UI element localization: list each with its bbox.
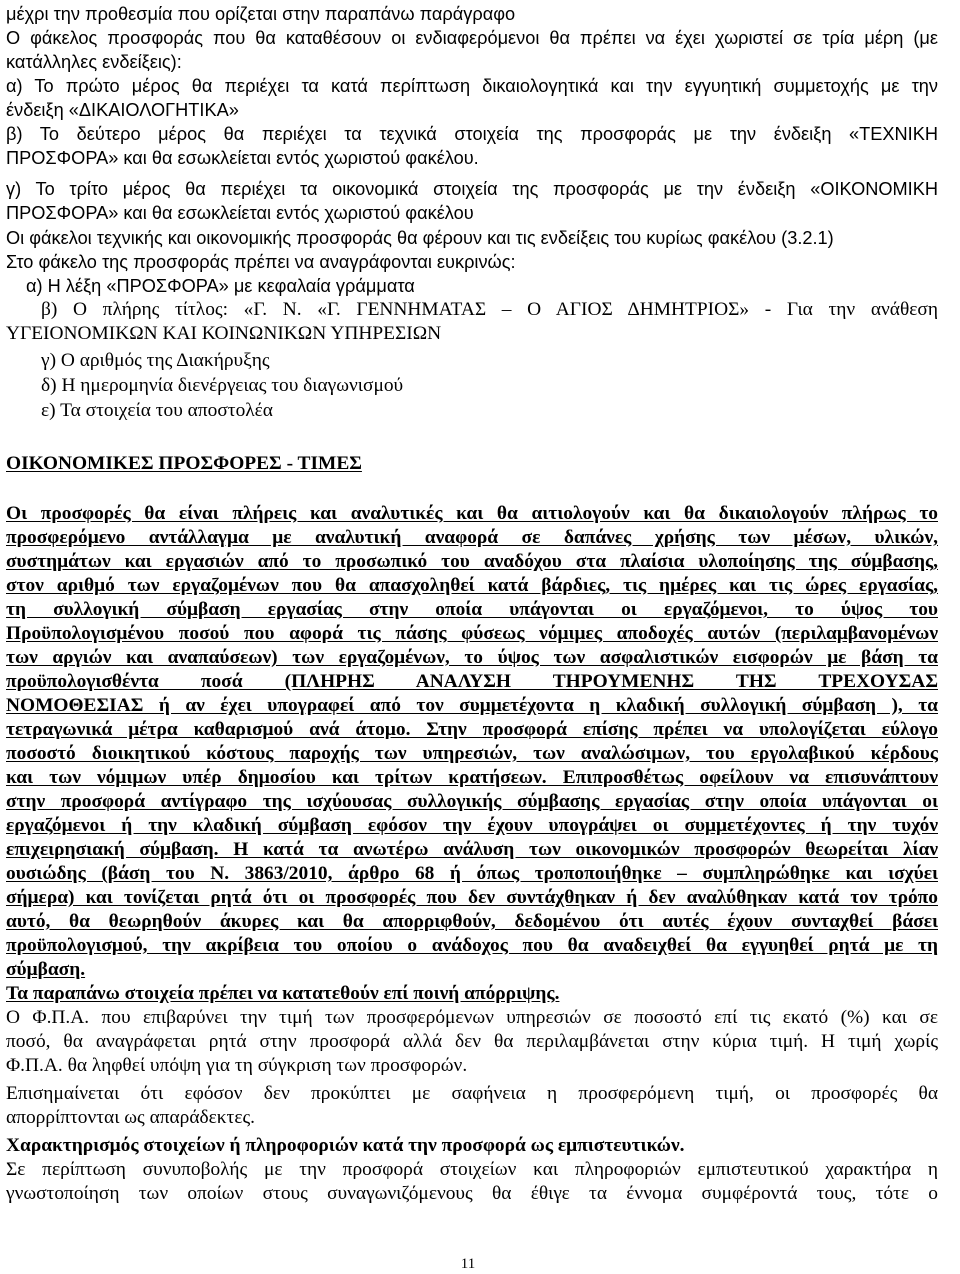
text-line: ποσό, θα αναγράφεται ρητά στην προσφορά αλλά δεν θα περιλαμβάνεται στην κύρια τιμή. Η τιμή χωρίς xyxy=(6,1031,938,1052)
text-line: Προϋπολογισμένου ποσού που αφορά τις πάσης φύσεως νόμιμες αποδοχές αυτών (περιλαμβανομένων xyxy=(6,623,938,644)
subsection-heading: Χαρακτηρισμός στοιχείων ή πληροφοριών κατά την προσφορά ως εμπιστευτικών. xyxy=(6,1135,685,1156)
text-line: των αργιών και αναπαύσεων) των εργαζομένων, το ύψος των ασφαλιστικών εισφορών με βάση τα xyxy=(6,647,938,668)
list-item: δ) Η ημερομηνία διενέργειας του διαγωνισμού xyxy=(41,375,404,396)
text-line: στον αριθμό των εργαζομένων που θα απασχοληθεί κατά βάρδιες, τις ημέρες και τις ώρες εργασίας, xyxy=(6,575,938,596)
text-line: προϋπολογισμού, την ακρίβεια του οποίου ο ανάδοχος που θα αναδειχθεί θα εγγυηθεί ρητά με τη xyxy=(6,935,938,956)
text-line: σήμερα) και τονίζεται ρητά ότι οι προσφορές που δεν συντάχθηκαν ή δεν αναλύθηκαν κατά τον τρόπο xyxy=(6,887,938,908)
text-line: β) Το δεύτερο μέρος θα περιέχει τα τεχνικά στοιχεία της προσφοράς με την ένδειξη «ΤΕΧΝΙΚΗ xyxy=(6,124,938,144)
text-line: τη συλλογική σύμβαση εργασίας στην οποία υπάγονται οι εργαζόμενοι, το ύψος του xyxy=(6,599,938,620)
text-line: Στο φάκελο της προσφοράς πρέπει να αναγράφονται ευκρινώς: xyxy=(6,252,516,272)
text-line: επιχειρησιακή σύμβαση. Η κατά τα ανωτέρω ανάλυση των οικονομικών προσφορών θεωρείται λίαν xyxy=(6,839,938,860)
list-item: γ) Ο αριθμός της Διακήρυξης xyxy=(41,350,270,371)
text-line: Οι προσφορές θα είναι πλήρεις και αναλυτικές και θα αιτιολογούν και θα δικαιολογούν πλήρως το xyxy=(6,503,938,524)
text-line: σύμβαση. xyxy=(6,959,86,980)
text-line: τετραγωνικά μέτρα καθαρισμού ανά άτομο. Στην προσφορά επίσης πρέπει να υπολογίζεται εύλογο xyxy=(6,719,938,740)
text-line: Επισημαίνεται ότι εφόσον δεν προκύπτει με σαφήνεια η προσφερόμενη τιμή, οι προσφορές θα xyxy=(6,1083,938,1104)
list-item: ΥΓΕΙΟΝΟΜΙΚΩΝ ΚΑΙ ΚΟΙΝΩΝΙΚΩΝ ΥΠΗΡΕΣΙΩΝ xyxy=(6,323,442,344)
list-item: β) Ο πλήρης τίτλος: «Γ. Ν. «Γ. ΓΕΝΝΗΜΑΤΑΣ – Ο ΑΓΙΟΣ ΔΗΜΗΤΡΙΟΣ» - Για την ανάθεση xyxy=(41,299,938,320)
text-line: Σε περίπτωση συνυποβολής με την προσφορά στοιχείων και πληροφοριών εμπιστευτικού χαρακτήρα η xyxy=(6,1159,938,1180)
list-item: α) Η λέξη «ΠΡΟΣΦΟΡΑ» με κεφαλαία γράμματα xyxy=(26,276,415,296)
text-line: ουσιώδης (βάση του Ν. 3863/2010, άρθρο 68 ή όπως τροποποιήθηκε – συμπληρώθηκε και ισχύει xyxy=(6,863,938,884)
text-line: στην προσφορά αντίγραφο της ισχύουσας συλλογικής σύμβασης εργασίας στην οποία υπάγονται οι xyxy=(6,791,938,812)
text-line: απορρίπτονται ως απαράδεκτες. xyxy=(6,1107,256,1128)
text-line: Φ.Π.Α. θα ληφθεί υπόψη για τη σύγκριση των προσφορών. xyxy=(6,1055,468,1076)
text-line: εργαζόμενοι ή την κλαδική σύμβαση εφόσον την έχουν υπογράψει οι συμμετέχοντες ή την τυχόν xyxy=(6,815,938,836)
text-line: προσφερόμενο αντάλλαγμα με αναλυτική αναφορά σε δαπάνες χρήσης των μέσων, υλικών, xyxy=(6,527,938,548)
list-item: ε) Τα στοιχεία του αποστολέα xyxy=(41,400,273,421)
text-line: κατάλληλες ενδείξεις): xyxy=(6,52,182,72)
text-line: και των νόμιμων υπέρ δημοσίου και τρίτων κρατήσεων. Επιπροσθέτως οφείλουν να επισυνάπτουν xyxy=(6,767,938,788)
text-line: γ) Το τρίτο μέρος θα περιέχει τα οικονομικά στοιχεία της προσφοράς με την ένδειξη «ΟΙΚΟΝΟΜΙΚΗ xyxy=(6,179,938,199)
section-heading: ΟΙΚΟΝΟΜΙΚΕΣ ΠΡΟΣΦΟΡΕΣ - ΤΙΜΕΣ xyxy=(6,453,362,474)
text-line: ΝΟΜΟΘΕΣΙΑΣ ή αν έχει υπογραφεί από τον συμμετέχοντα η κλαδική συλλογική σύμβαση ), τα xyxy=(6,695,938,716)
text-line: ένδειξη «ΔΙΚΑΙΟΛΟΓΗΤΙΚΑ» xyxy=(6,100,239,120)
text-line: προϋπολογισθέντα ποσά (ΠΛΗΡΗΣ ΑΝΑΛΥΣΗ ΤΗΡΟΥΜΕΝΗΣ ΤΗΣ ΤΡΕΧΟΥΣΑΣ xyxy=(6,671,938,692)
penalty-note: Τα παραπάνω στοιχεία πρέπει να κατατεθούν επί ποινή απόρριψης. xyxy=(6,983,560,1004)
text-line: μέχρι την προθεσμία που ορίζεται στην παραπάνω παράγραφο xyxy=(6,4,516,24)
text-line: συστημάτων και εργασιών από το προσωπικό του αναδόχου στα πλαίσια υλοποίησης της σύμβασης, xyxy=(6,551,938,572)
text-line: ποσοστό διοικητικού κόστους παροχής των υπηρεσιών, των αναλώσιμων, του εργολαβικού κέρδους xyxy=(6,743,938,764)
text-line: Οι φάκελοι τεχνικής και οικονομικής προσφοράς θα φέρουν και τις ενδείξεις του κυρίως φακέλου (3.2.1) xyxy=(6,228,834,248)
text-line: ΠΡΟΣΦΟΡΑ» και θα εσωκλείεται εντός χωριστού φακέλου. xyxy=(6,148,479,168)
text-line: Ο φάκελος προσφοράς που θα καταθέσουν οι ενδιαφερόμενοι θα πρέπει να έχει χωριστεί σε τρία μέρη (με xyxy=(6,28,938,48)
text-line: γνωστοποίηση των οποίων στους συναγωνιζόμενους θα έθιγε τα έννομα συμφέροντά τους, τότε ο xyxy=(6,1183,938,1204)
text-line: ΠΡΟΣΦΟΡΑ» και θα εσωκλείεται εντός χωριστού φακέλου xyxy=(6,203,474,223)
text-line: α) Το πρώτο μέρος θα περιέχει τα κατά περίπτωση δικαιολογητικά και την εγγυητική συμμετοχής με την xyxy=(6,76,938,96)
page-number: 11 xyxy=(460,1256,476,1272)
text-line: Ο Φ.Π.Α. που επιβαρύνει την τιμή των προσφερόμενων υπηρεσιών σε ποσοστό επί τις εκατό (%) και σε xyxy=(6,1007,938,1028)
text-line: αυτό, θα θεωρηθούν άκυρες και θα απορριφθούν, δεδομένου ότι αυτές έχουν συνταχθεί βάσει xyxy=(6,911,938,932)
